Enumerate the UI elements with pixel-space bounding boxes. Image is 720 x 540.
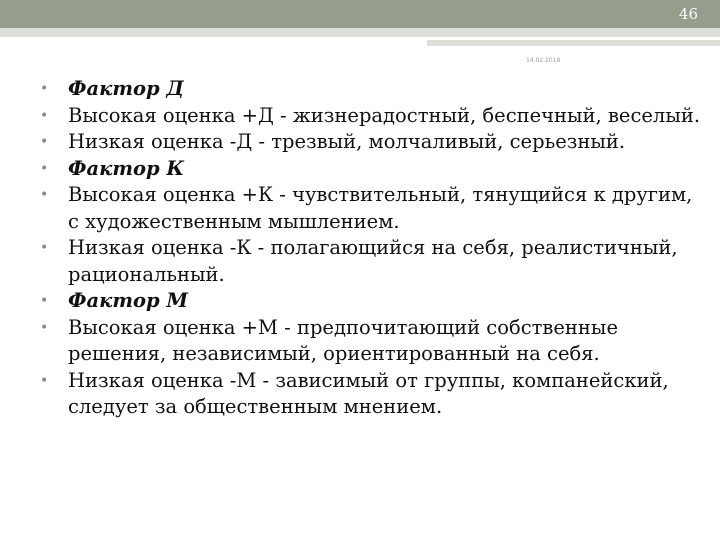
list-item-text: Низкая оценка -Д - трезвый, молчаливый, серьезный. <box>68 130 626 153</box>
header-stripe-lower <box>427 40 720 46</box>
bullet-icon: • <box>40 240 49 256</box>
list-item-text: Низкая оценка -М - зависимый от группы, компанейский, следует за общественным мнением. <box>68 368 669 418</box>
bullet-icon: • <box>40 293 49 309</box>
list-item <box>40 182 705 235</box>
page-number: 46 <box>678 5 698 23</box>
bullet-icon: • <box>40 81 49 97</box>
list-item-factor-m <box>40 288 705 315</box>
factor-heading: Фактор М <box>68 289 188 312</box>
list-item-text: Высокая оценка +М - предпочитающий собственные решения, независимый, ориентированный на себя. <box>68 315 618 365</box>
bullet-icon: • <box>40 134 49 150</box>
bullet-icon: • <box>40 187 49 203</box>
factor-heading: Фактор К <box>68 156 185 180</box>
bullet-icon: • <box>40 319 49 336</box>
list-item-text: Высокая оценка +Д - жизнерадостный, беспечный, веселый. <box>68 103 701 127</box>
list-item-text: Низкая оценка -К - полагающийся на себя, реалистичный, рациональный. <box>68 236 678 286</box>
list-item-factor-d <box>40 76 705 103</box>
list-item <box>40 129 705 156</box>
bullet-icon: • <box>40 107 49 124</box>
list-item <box>40 235 705 288</box>
list-item <box>40 315 705 368</box>
list-item-factor-k <box>40 156 705 183</box>
list-item-text: Высокая оценка +К - чувствительный, тянущийся к другим, с художественным мышлением. <box>68 183 693 233</box>
bullet-icon: • <box>40 372 49 389</box>
list-item <box>40 103 705 130</box>
bullet-list <box>40 76 705 421</box>
factor-heading: Фактор Д <box>68 77 184 100</box>
bullet-icon: • <box>40 160 49 177</box>
header-bar <box>0 0 720 28</box>
list-item <box>40 368 705 421</box>
header-stripe <box>0 28 720 37</box>
slide-date: 14.02.2018 <box>526 57 561 64</box>
